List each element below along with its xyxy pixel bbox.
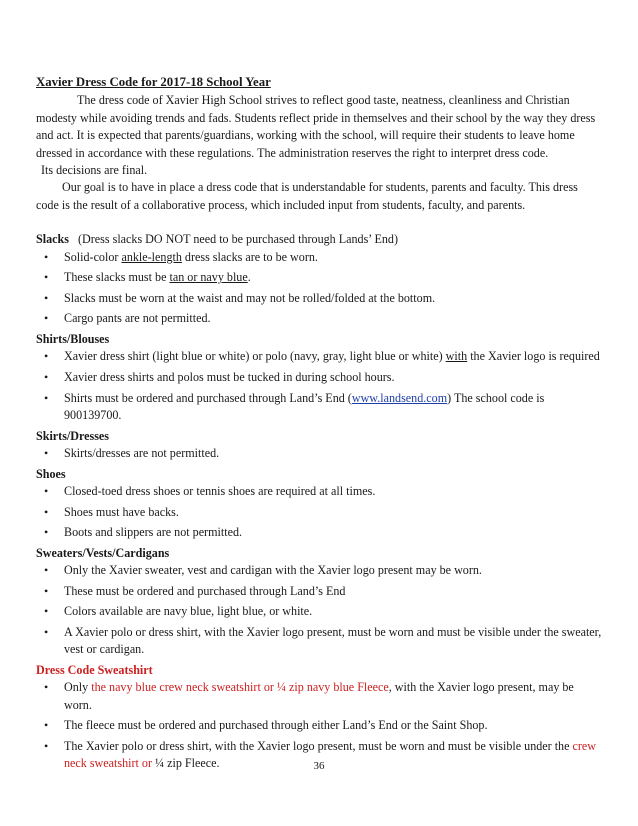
bullet-icon: •: [44, 583, 49, 598]
list-item: [36, 445, 602, 462]
list-item: [36, 483, 602, 500]
bullet-icon: •: [44, 370, 49, 385]
bullet-icon: •: [44, 290, 49, 305]
item-text: These slacks must be: [64, 270, 170, 285]
item-text: Boots and slippers are not permitted.: [64, 525, 243, 540]
section-heading-shoes: Shoes: [36, 466, 66, 481]
bullet-icon: •: [44, 739, 49, 753]
bullet-icon: •: [44, 563, 49, 578]
list-item: [36, 369, 602, 386]
bullet-icon: •: [44, 604, 49, 619]
skirts-list: [36, 445, 602, 462]
slacks-list: [36, 249, 602, 328]
item-text: ¼ zip Fleece.: [152, 756, 220, 771]
document-page: [36, 74, 602, 776]
bullet-icon: •: [44, 680, 49, 695]
intro-paragraph-1: The dress code of Xavier High School strives to reflect good taste, neatness, cleanliness and Christian modesty while avoiding trends and fads. Students reflect pride in themselves and their school by the way they dress and act. It is expected that parents/guardians, working with the school, will require their students to leave home dressed in accordance with these regulations. The administration reserves the right to interpret dress code.: [36, 93, 596, 160]
section-heading-sweatshirt: Dress Code Sweatshirt: [36, 663, 153, 677]
bullet-icon: •: [44, 484, 49, 499]
intro-paragraph-2: Our goal is to have in place a dress code that is understandable for students, parents and faculty. This dress code is the result of a collaborative process, which included input from students, faculty, and parents.: [36, 180, 578, 212]
item-text: Closed-toed dress shoes or tennis shoes are required at all times.: [64, 484, 376, 499]
list-item: [36, 603, 602, 620]
section-gap: [36, 214, 602, 231]
shirts-list: [36, 348, 602, 424]
list-item: [36, 679, 602, 714]
item-text-underlined: ankle-length: [121, 249, 182, 264]
item-text-highlighted: crew neck sweatshirt or: [64, 739, 596, 771]
bullet-icon: •: [44, 311, 49, 326]
list-item: [36, 390, 602, 425]
list-item: [36, 504, 602, 521]
item-text-highlighted: the navy blue crew neck sweatshirt or ¼ zip navy blue Fleece: [91, 680, 389, 695]
item-text: Cargo pants are not permitted.: [64, 311, 211, 326]
item-text: Only: [64, 680, 92, 695]
bullet-icon: •: [44, 504, 49, 519]
page-number: 36: [313, 760, 325, 772]
item-text: , with the Xavier logo present, may be worn.: [64, 680, 574, 712]
item-text-underlined: tan or navy blue: [169, 270, 248, 285]
intro-paragraph-1-end: Its decisions are final.: [41, 163, 148, 178]
list-item: [36, 310, 602, 327]
list-item: [36, 524, 602, 541]
section-heading-skirts: Skirts/Dresses: [36, 428, 110, 443]
document-title: Xavier Dress Code for 2017-18 School Year: [36, 75, 271, 89]
list-item: [36, 624, 602, 659]
list-item: [36, 269, 602, 286]
item-text: Colors available are navy blue, light blue, or white.: [64, 604, 313, 619]
item-text: Only the Xavier sweater, vest and cardigan with the Xavier logo present may be worn.: [64, 563, 482, 578]
item-text: ) The school code is 900139700.: [64, 390, 545, 423]
item-text: The Xavier polo or dress shirt, with the Xavier logo present, must be worn and must be visible under the: [64, 739, 573, 753]
list-item: [36, 290, 602, 307]
slacks-heading-text: Slacks: [36, 232, 69, 247]
item-text: .: [247, 270, 251, 285]
list-item: [36, 562, 602, 579]
list-item: [36, 249, 602, 266]
bullet-icon: •: [44, 249, 49, 264]
bullet-icon: •: [44, 525, 49, 540]
list-item: [36, 717, 602, 734]
sweaters-list: [36, 562, 602, 659]
item-text: Shoes must have backs.: [64, 504, 179, 519]
section-heading-slacks: [36, 231, 602, 248]
bullet-icon: •: [44, 625, 49, 639]
bullet-icon: •: [44, 349, 49, 364]
item-text: Shirts must be ordered and purchased through Land’s End (: [64, 390, 352, 405]
item-text: the Xavier logo is required: [467, 349, 600, 364]
list-item: [36, 583, 602, 600]
section-heading-shirts: Shirts/Blouses: [36, 332, 110, 347]
item-text: Solid-color: [64, 249, 122, 264]
slacks-note: (Dress slacks DO NOT need to be purchased through Lands’ End): [78, 232, 398, 247]
item-text: Xavier dress shirt (light blue or white) or polo (navy, gray, light blue or white): [64, 349, 446, 364]
item-text: A Xavier polo or dress shirt, with the Xavier logo present, must be worn and must be visible under the sweater, vest or cardigan.: [64, 625, 602, 657]
item-text-underlined: with: [445, 349, 468, 364]
item-text: Xavier dress shirts and polos must be tucked in during school hours.: [64, 370, 395, 385]
item-text: The fleece must be ordered and purchased through either Land’s End or the Saint Shop.: [64, 718, 488, 733]
section-heading-sweaters: Sweaters/Vests/Cardigans: [36, 545, 170, 560]
shoes-list: [36, 483, 602, 542]
landsend-link[interactable]: www.landsend.com: [351, 390, 448, 405]
item-text: dress slacks are to be worn.: [181, 249, 318, 264]
bullet-icon: •: [44, 446, 49, 461]
bullet-icon: •: [44, 390, 49, 405]
item-text: Skirts/dresses are not permitted.: [64, 446, 220, 461]
bullet-icon: •: [44, 270, 49, 285]
item-text: Slacks must be worn at the waist and may not be rolled/folded at the bottom.: [64, 290, 436, 305]
list-item: [36, 348, 602, 365]
sweatshirt-list: [36, 679, 602, 772]
bullet-icon: •: [44, 718, 49, 733]
item-text: These must be ordered and purchased through Land’s End: [64, 583, 346, 598]
